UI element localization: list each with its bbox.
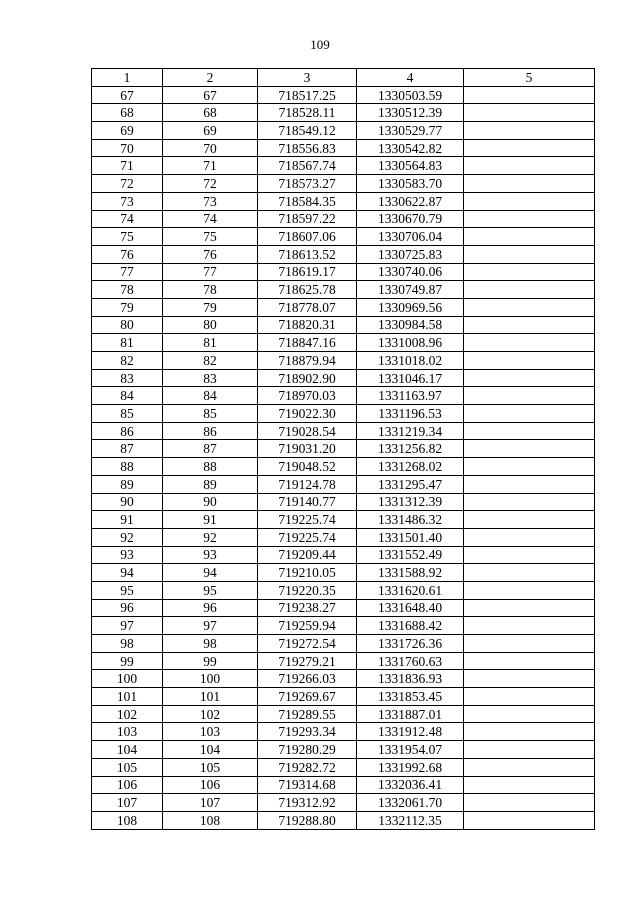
table-cell-col-3: 719279.21 — [258, 652, 357, 670]
table-row — [92, 617, 595, 635]
table-cell-col-2: 84 — [163, 387, 258, 405]
column-header-3: 3 — [258, 69, 357, 87]
table-cell-col-2: 101 — [163, 688, 258, 706]
table-cell-col-1: 79 — [92, 298, 163, 316]
table-row — [92, 369, 595, 387]
table-cell-col-2: 106 — [163, 776, 258, 794]
table-cell-col-4: 1331648.40 — [357, 599, 464, 617]
table-cell-col-2: 90 — [163, 493, 258, 511]
table-cell-col-1: 67 — [92, 86, 163, 104]
table-cell-col-5 — [464, 369, 595, 387]
table-cell-col-3: 718847.16 — [258, 334, 357, 352]
table-cell-col-2: 71 — [163, 157, 258, 175]
table-cell-col-3: 718567.74 — [258, 157, 357, 175]
table-cell-col-2: 105 — [163, 758, 258, 776]
table-cell-col-1: 82 — [92, 352, 163, 370]
table-cell-col-5 — [464, 139, 595, 157]
table-cell-col-5 — [464, 581, 595, 599]
table-cell-col-1: 100 — [92, 670, 163, 688]
table-cell-col-4: 1330969.56 — [357, 298, 464, 316]
table-row — [92, 86, 595, 104]
table-cell-col-1: 91 — [92, 511, 163, 529]
table-cell-col-5 — [464, 175, 595, 193]
table-row — [92, 298, 595, 316]
table-cell-col-5 — [464, 157, 595, 175]
table-cell-col-4: 1331046.17 — [357, 369, 464, 387]
table-cell-col-4: 1330706.04 — [357, 228, 464, 246]
table-cell-col-3: 719280.29 — [258, 741, 357, 759]
table-row — [92, 440, 595, 458]
table-cell-col-2: 75 — [163, 228, 258, 246]
table-cell-col-2: 108 — [163, 811, 258, 829]
table-cell-col-4: 1332036.41 — [357, 776, 464, 794]
table-cell-col-2: 78 — [163, 281, 258, 299]
table-cell-col-2: 99 — [163, 652, 258, 670]
table-cell-col-1: 72 — [92, 175, 163, 193]
table-cell-col-4: 1330740.06 — [357, 263, 464, 281]
table-cell-col-5 — [464, 352, 595, 370]
table-cell-col-5 — [464, 210, 595, 228]
table-cell-col-2: 87 — [163, 440, 258, 458]
table-cell-col-5 — [464, 316, 595, 334]
table-cell-col-2: 88 — [163, 458, 258, 476]
table-cell-col-4: 1330749.87 — [357, 281, 464, 299]
table-cell-col-2: 89 — [163, 475, 258, 493]
table-cell-col-2: 80 — [163, 316, 258, 334]
table-cell-col-4: 1330529.77 — [357, 122, 464, 140]
table-cell-col-3: 718970.03 — [258, 387, 357, 405]
table-cell-col-1: 90 — [92, 493, 163, 511]
column-header-4: 4 — [357, 69, 464, 87]
table-row — [92, 387, 595, 405]
table-cell-col-1: 99 — [92, 652, 163, 670]
table-row — [92, 723, 595, 741]
table-row — [92, 192, 595, 210]
table-cell-col-5 — [464, 617, 595, 635]
table-cell-col-5 — [464, 652, 595, 670]
table-row — [92, 599, 595, 617]
page-number: 109 — [310, 37, 330, 52]
table-cell-col-2: 103 — [163, 723, 258, 741]
table-cell-col-4: 1331688.42 — [357, 617, 464, 635]
table-cell-col-4: 1331836.93 — [357, 670, 464, 688]
table-cell-col-3: 719282.72 — [258, 758, 357, 776]
table-cell-col-4: 1330984.58 — [357, 316, 464, 334]
table-row — [92, 581, 595, 599]
table-cell-col-3: 719289.55 — [258, 705, 357, 723]
table-cell-col-2: 91 — [163, 511, 258, 529]
table-cell-col-2: 86 — [163, 422, 258, 440]
table-cell-col-4: 1331992.68 — [357, 758, 464, 776]
table-cell-col-4: 1330542.82 — [357, 139, 464, 157]
table-cell-col-2: 73 — [163, 192, 258, 210]
table-cell-col-5 — [464, 794, 595, 812]
table-cell-col-4: 1331501.40 — [357, 528, 464, 546]
table-row — [92, 776, 595, 794]
table-row — [92, 281, 595, 299]
column-header-1: 1 — [92, 69, 163, 87]
table-cell-col-5 — [464, 192, 595, 210]
table-cell-col-1: 106 — [92, 776, 163, 794]
table-cell-col-4: 1330670.79 — [357, 210, 464, 228]
table-cell-col-4: 1330725.83 — [357, 245, 464, 263]
table-cell-col-4: 1331219.34 — [357, 422, 464, 440]
table-cell-col-1: 87 — [92, 440, 163, 458]
table-body — [92, 86, 595, 829]
table-cell-col-4: 1331163.97 — [357, 387, 464, 405]
table-cell-col-4: 1330512.39 — [357, 104, 464, 122]
table-cell-col-4: 1331552.49 — [357, 546, 464, 564]
table-cell-col-5 — [464, 440, 595, 458]
table-row — [92, 546, 595, 564]
table-cell-col-2: 85 — [163, 405, 258, 423]
table-row — [92, 139, 595, 157]
table-cell-col-5 — [464, 281, 595, 299]
table-row — [92, 528, 595, 546]
table-cell-col-3: 719210.05 — [258, 564, 357, 582]
table-row — [92, 493, 595, 511]
table-cell-col-4: 1331726.36 — [357, 635, 464, 653]
table-cell-col-5 — [464, 528, 595, 546]
table-cell-col-3: 718613.52 — [258, 245, 357, 263]
table-cell-col-2: 107 — [163, 794, 258, 812]
table-cell-col-2: 95 — [163, 581, 258, 599]
table-cell-col-1: 107 — [92, 794, 163, 812]
table-cell-col-2: 82 — [163, 352, 258, 370]
table-row — [92, 245, 595, 263]
table-cell-col-1: 75 — [92, 228, 163, 246]
table-cell-col-1: 80 — [92, 316, 163, 334]
table-cell-col-1: 98 — [92, 635, 163, 653]
table-cell-col-5 — [464, 758, 595, 776]
table-cell-col-5 — [464, 458, 595, 476]
table-cell-col-1: 78 — [92, 281, 163, 299]
table-cell-col-2: 96 — [163, 599, 258, 617]
table-cell-col-5 — [464, 263, 595, 281]
table-cell-col-3: 719272.54 — [258, 635, 357, 653]
table-cell-col-5 — [464, 405, 595, 423]
table-cell-col-5 — [464, 688, 595, 706]
table-cell-col-1: 97 — [92, 617, 163, 635]
table-cell-col-2: 93 — [163, 546, 258, 564]
table-cell-col-2: 97 — [163, 617, 258, 635]
table-cell-col-5 — [464, 741, 595, 759]
table-cell-col-1: 101 — [92, 688, 163, 706]
table-row — [92, 122, 595, 140]
table-cell-col-2: 74 — [163, 210, 258, 228]
table-cell-col-2: 77 — [163, 263, 258, 281]
table-row — [92, 175, 595, 193]
table-header — [92, 69, 595, 87]
table-cell-col-3: 718778.07 — [258, 298, 357, 316]
table-cell-col-1: 68 — [92, 104, 163, 122]
table-cell-col-2: 98 — [163, 635, 258, 653]
table-cell-col-3: 718879.94 — [258, 352, 357, 370]
table-cell-col-3: 719312.92 — [258, 794, 357, 812]
table-cell-col-3: 718584.35 — [258, 192, 357, 210]
table-cell-col-3: 718573.27 — [258, 175, 357, 193]
table-row — [92, 405, 595, 423]
table-row — [92, 316, 595, 334]
table-row — [92, 263, 595, 281]
table-cell-col-1: 69 — [92, 122, 163, 140]
table-row — [92, 688, 595, 706]
table-row — [92, 458, 595, 476]
table-cell-col-4: 1331018.02 — [357, 352, 464, 370]
coordinates-table — [91, 68, 595, 830]
table-cell-col-3: 719048.52 — [258, 458, 357, 476]
table-cell-col-4: 1331887.01 — [357, 705, 464, 723]
table-cell-col-1: 88 — [92, 458, 163, 476]
table-cell-col-1: 74 — [92, 210, 163, 228]
table-cell-col-5 — [464, 422, 595, 440]
table-cell-col-1: 93 — [92, 546, 163, 564]
table-cell-col-5 — [464, 670, 595, 688]
table-cell-col-1: 94 — [92, 564, 163, 582]
table-cell-col-1: 92 — [92, 528, 163, 546]
table-row — [92, 352, 595, 370]
table-cell-col-4: 1331268.02 — [357, 458, 464, 476]
table-cell-col-5 — [464, 635, 595, 653]
table-cell-col-5 — [464, 122, 595, 140]
table-cell-col-5 — [464, 104, 595, 122]
table-row — [92, 741, 595, 759]
table-cell-col-4: 1331312.39 — [357, 493, 464, 511]
table-cell-col-1: 84 — [92, 387, 163, 405]
table-cell-col-3: 719022.30 — [258, 405, 357, 423]
table-cell-col-3: 718902.90 — [258, 369, 357, 387]
table-cell-col-4: 1331486.32 — [357, 511, 464, 529]
table-cell-col-5 — [464, 511, 595, 529]
table-cell-col-2: 102 — [163, 705, 258, 723]
table-cell-col-3: 719220.35 — [258, 581, 357, 599]
table-cell-col-3: 719314.68 — [258, 776, 357, 794]
table-cell-col-1: 89 — [92, 475, 163, 493]
table-cell-col-4: 1332061.70 — [357, 794, 464, 812]
table-cell-col-4: 1331954.07 — [357, 741, 464, 759]
table-row — [92, 635, 595, 653]
table-cell-col-3: 718625.78 — [258, 281, 357, 299]
table-cell-col-3: 719225.74 — [258, 511, 357, 529]
table-cell-col-1: 103 — [92, 723, 163, 741]
table-cell-col-2: 81 — [163, 334, 258, 352]
table-cell-col-1: 96 — [92, 599, 163, 617]
table-cell-col-1: 86 — [92, 422, 163, 440]
table-cell-col-3: 718549.12 — [258, 122, 357, 140]
table-cell-col-3: 718619.17 — [258, 263, 357, 281]
table-cell-col-4: 1330583.70 — [357, 175, 464, 193]
table-cell-col-1: 70 — [92, 139, 163, 157]
table-cell-col-3: 718517.25 — [258, 86, 357, 104]
table-row — [92, 104, 595, 122]
table-cell-col-3: 718607.06 — [258, 228, 357, 246]
table-cell-col-1: 104 — [92, 741, 163, 759]
table-row — [92, 564, 595, 582]
table-cell-col-2: 70 — [163, 139, 258, 157]
table-cell-col-4: 1331853.45 — [357, 688, 464, 706]
table-row — [92, 210, 595, 228]
table-cell-col-4: 1331196.53 — [357, 405, 464, 423]
table-cell-col-2: 94 — [163, 564, 258, 582]
table-cell-col-5 — [464, 245, 595, 263]
table-cell-col-5 — [464, 228, 595, 246]
table-row — [92, 705, 595, 723]
table-cell-col-4: 1330622.87 — [357, 192, 464, 210]
table-cell-col-3: 719288.80 — [258, 811, 357, 829]
table-row — [92, 475, 595, 493]
table-cell-col-3: 719209.44 — [258, 546, 357, 564]
table-cell-col-5 — [464, 599, 595, 617]
table-cell-col-3: 719140.77 — [258, 493, 357, 511]
table-cell-col-1: 71 — [92, 157, 163, 175]
table-cell-col-5 — [464, 705, 595, 723]
table-cell-col-5 — [464, 475, 595, 493]
table-cell-col-3: 719031.20 — [258, 440, 357, 458]
table-cell-col-4: 1331620.61 — [357, 581, 464, 599]
header-row — [92, 69, 595, 87]
table-cell-col-3: 719238.27 — [258, 599, 357, 617]
table-cell-col-2: 76 — [163, 245, 258, 263]
table-cell-col-5 — [464, 564, 595, 582]
table-cell-col-4: 1331588.92 — [357, 564, 464, 582]
table-cell-col-2: 104 — [163, 741, 258, 759]
table-cell-col-3: 719269.67 — [258, 688, 357, 706]
table-cell-col-2: 68 — [163, 104, 258, 122]
column-header-5: 5 — [464, 69, 595, 87]
table-row — [92, 157, 595, 175]
table-cell-col-5 — [464, 723, 595, 741]
table-cell-col-4: 1331256.82 — [357, 440, 464, 458]
table-cell-col-5 — [464, 811, 595, 829]
table-cell-col-1: 83 — [92, 369, 163, 387]
table-cell-col-3: 718556.83 — [258, 139, 357, 157]
table-row — [92, 422, 595, 440]
table-cell-col-2: 100 — [163, 670, 258, 688]
table-cell-col-5 — [464, 298, 595, 316]
table-cell-col-1: 102 — [92, 705, 163, 723]
table-cell-col-2: 69 — [163, 122, 258, 140]
table-cell-col-4: 1331295.47 — [357, 475, 464, 493]
table-row — [92, 511, 595, 529]
table-row — [92, 652, 595, 670]
table-cell-col-2: 72 — [163, 175, 258, 193]
table-cell-col-5 — [464, 776, 595, 794]
table-cell-col-4: 1330564.83 — [357, 157, 464, 175]
table-cell-col-5 — [464, 546, 595, 564]
table-row — [92, 334, 595, 352]
table-cell-col-4: 1331760.63 — [357, 652, 464, 670]
table-cell-col-1: 81 — [92, 334, 163, 352]
table-cell-col-3: 719124.78 — [258, 475, 357, 493]
table-cell-col-1: 73 — [92, 192, 163, 210]
table-row — [92, 670, 595, 688]
table-cell-col-2: 83 — [163, 369, 258, 387]
table-cell-col-3: 718820.31 — [258, 316, 357, 334]
table-cell-col-4: 1332112.35 — [357, 811, 464, 829]
table-cell-col-1: 108 — [92, 811, 163, 829]
table-cell-col-3: 719028.54 — [258, 422, 357, 440]
table-cell-col-1: 76 — [92, 245, 163, 263]
table-row — [92, 794, 595, 812]
table-row — [92, 811, 595, 829]
table-cell-col-1: 77 — [92, 263, 163, 281]
table-cell-col-2: 79 — [163, 298, 258, 316]
table-cell-col-4: 1330503.59 — [357, 86, 464, 104]
table-cell-col-3: 718528.11 — [258, 104, 357, 122]
table-cell-col-5 — [464, 387, 595, 405]
table-cell-col-4: 1331912.48 — [357, 723, 464, 741]
table-cell-col-2: 67 — [163, 86, 258, 104]
table-cell-col-3: 719293.34 — [258, 723, 357, 741]
column-header-2: 2 — [163, 69, 258, 87]
table-cell-col-2: 92 — [163, 528, 258, 546]
table-row — [92, 758, 595, 776]
table-cell-col-4: 1331008.96 — [357, 334, 464, 352]
table-cell-col-3: 719259.94 — [258, 617, 357, 635]
table-row — [92, 228, 595, 246]
table-cell-col-1: 95 — [92, 581, 163, 599]
table-cell-col-1: 105 — [92, 758, 163, 776]
table-cell-col-3: 718597.22 — [258, 210, 357, 228]
table-cell-col-1: 85 — [92, 405, 163, 423]
table-cell-col-3: 719225.74 — [258, 528, 357, 546]
table-cell-col-3: 719266.03 — [258, 670, 357, 688]
table-cell-col-5 — [464, 86, 595, 104]
table-cell-col-5 — [464, 334, 595, 352]
table-cell-col-5 — [464, 493, 595, 511]
